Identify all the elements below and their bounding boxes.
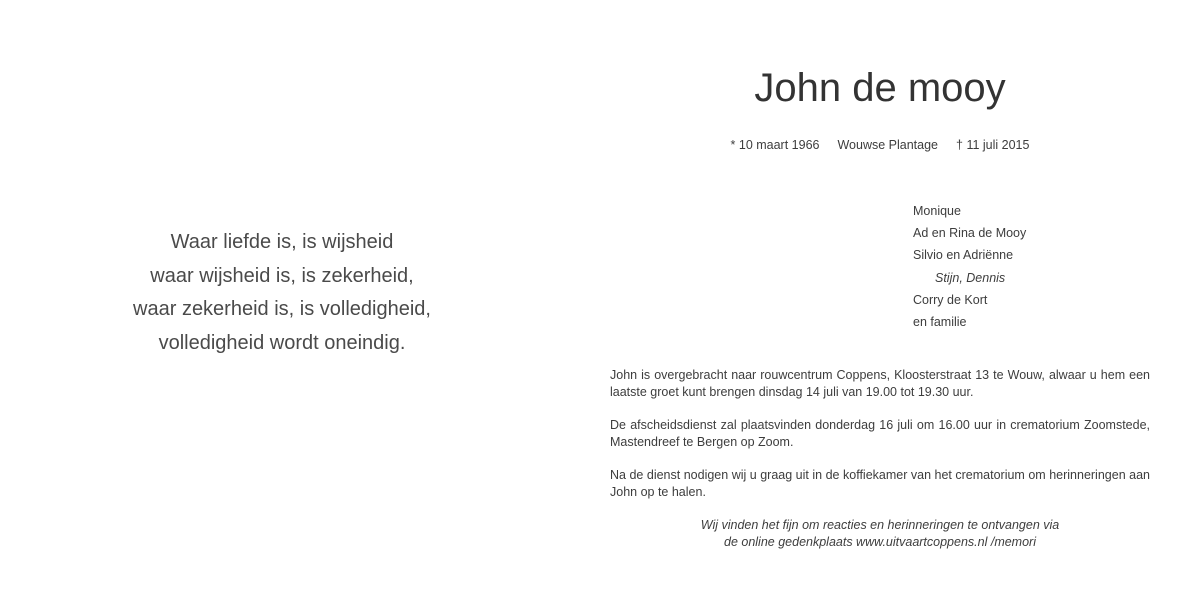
birth-date: * 10 maart 1966 [730, 138, 820, 152]
family-member: Corry de Kort [913, 292, 988, 307]
residence-place: Wouwse Plantage [837, 138, 939, 152]
poem-line: volledigheid wordt oneindig. [158, 331, 406, 354]
service-paragraph: De afscheidsdienst zal plaatsvinden donderdag 16 juli om 16.00 uur in crematorium Zoomstede, Mastendreef te Bergen op Zoom. [610, 418, 1150, 449]
viewing-paragraph: John is overgebracht naar rouwcentrum Coppens, Kloosterstraat 13 te Wouw, alwaar u hem een laatste groet kunt brengen dinsdag 14 juli van 19.00 tot 19.30 uur. [610, 368, 1150, 399]
family-member: en familie [913, 315, 967, 330]
family-member: Silvio en Adriënne [913, 248, 1014, 263]
closing-line: Wij vinden het fijn om reacties en herinneringen te ontvangen via [700, 518, 1060, 532]
reception-paragraph: Na de dienst nodigen wij u graag uit in de koffiekamer van het crematorium om herinneringen aan John op te halen. [610, 468, 1150, 499]
poem-line: waar wijsheid is, is zekerheid, [150, 264, 414, 287]
family-member: Ad en Rina de Mooy [913, 226, 1027, 241]
closing-note [610, 517, 1150, 551]
closing-line: de online gedenkplaats www.uitvaartcoppens.nl /memori [724, 535, 1036, 549]
family-member: Monique [913, 204, 961, 218]
poem [82, 226, 482, 360]
family-list [913, 200, 1026, 333]
deceased-name: John de mooy [754, 66, 1006, 110]
poem-line: Waar liefde is, is wijsheid [170, 231, 394, 253]
family-member-children: Stijn, Dennis [935, 270, 1006, 285]
life-dates [680, 136, 1080, 154]
poem-line: waar zekerheid is, is volledigheid, [133, 298, 431, 320]
death-date: † 11 juli 2015 [956, 138, 1030, 152]
